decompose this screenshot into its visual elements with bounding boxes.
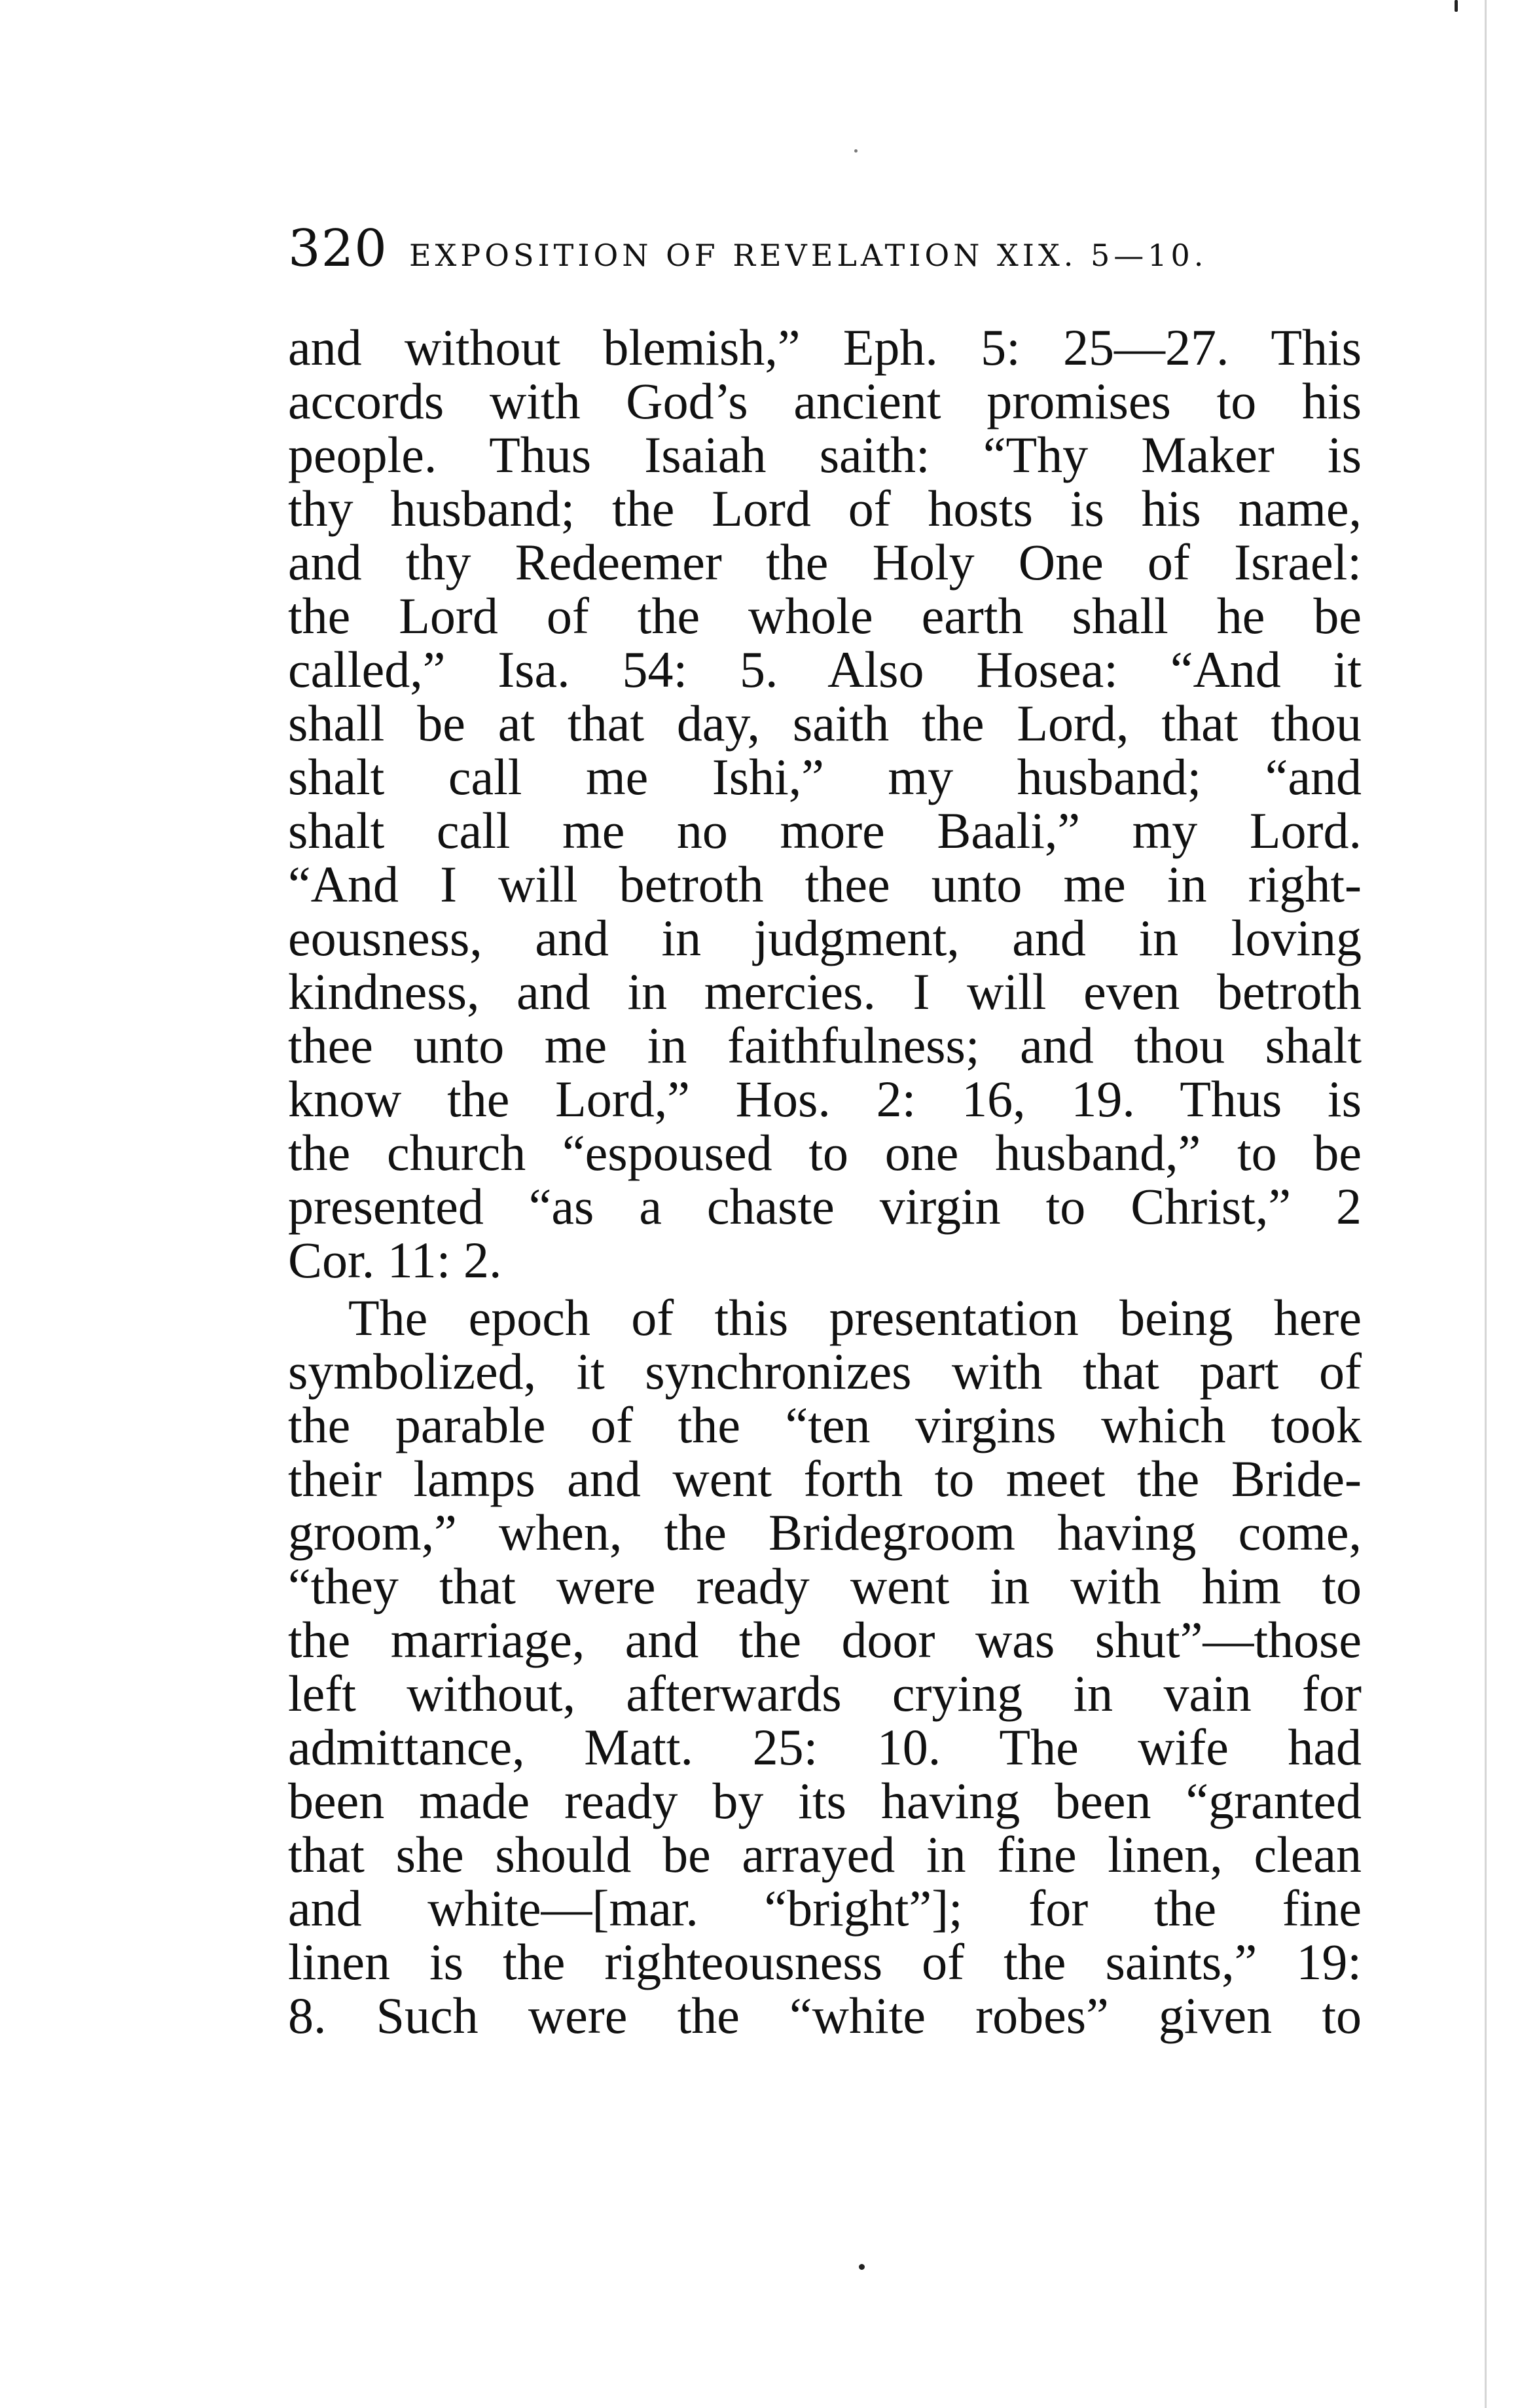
text-line: eousness, and in judgment, and in loving xyxy=(288,909,1362,966)
text-line: “And I will betroth thee unto me in right- xyxy=(288,856,1362,913)
paragraph-1 xyxy=(288,321,1362,1287)
ink-speck xyxy=(859,2264,865,2270)
text-line: shall be at that day, saith the Lord, that thou xyxy=(288,695,1362,752)
text-line: “they that were ready went in with him to xyxy=(288,1558,1362,1614)
running-title: EXPOSITION OF REVELATION XIX. 5—10. xyxy=(408,238,1208,273)
body-text xyxy=(288,321,1362,2043)
text-line: The epoch of this presentation being here xyxy=(348,1289,1362,1346)
text-line: the marriage, and the door was shut”—those xyxy=(288,1611,1362,1668)
text-line: and white—[mar. “bright”]; for the fine xyxy=(288,1880,1362,1937)
text-line: 8. Such were the “white robes” given to xyxy=(288,1987,1362,2044)
text-line: admittance, Matt. 25: 10. The wife had xyxy=(288,1719,1362,1776)
text-line: linen is the righteousness of the saints,” 19: xyxy=(288,1933,1362,1990)
text-line: their lamps and went forth to meet the Bride- xyxy=(288,1450,1362,1507)
text-line: been made ready by its having been “granted xyxy=(288,1772,1362,1829)
text-line: the church “espoused to one husband,” to be xyxy=(288,1124,1362,1181)
ink-speck xyxy=(854,149,858,153)
text-line: the parable of the “ten virgins which took xyxy=(288,1396,1362,1453)
gutter-rule xyxy=(1485,0,1487,2408)
text-line: thee unto me in faithfulness; and thou shalt xyxy=(288,1017,1362,1074)
text-line: know the Lord,” Hos. 2: 16, 19. Thus is xyxy=(288,1070,1362,1127)
text-line: left without, afterwards crying in vain for xyxy=(288,1665,1362,1722)
ink-speck xyxy=(1455,0,1458,12)
text-line: kindness, and in mercies. I will even betroth xyxy=(288,963,1362,1020)
text-line: groom,” when, the Bridegroom having come, xyxy=(288,1504,1362,1561)
text-line: called,” Isa. 54: 5. Also Hosea: “And it xyxy=(288,641,1362,698)
text-line: presented “as a chaste virgin to Christ,” 2 xyxy=(288,1178,1362,1235)
text-line: the Lord of the whole earth shall he be xyxy=(288,587,1362,644)
page-header xyxy=(288,219,1362,291)
text-line: and without blemish,” Eph. 5: 25—27. This xyxy=(288,319,1362,376)
text-line: accords with God’s ancient promises to his xyxy=(288,373,1362,429)
text-line: shalt call me no more Baali,” my Lord. xyxy=(288,802,1362,859)
text-line: thy husband; the Lord of hosts is his name, xyxy=(288,480,1362,537)
page-number: 320 xyxy=(288,219,388,278)
text-line: that she should be arrayed in fine linen, clean xyxy=(288,1826,1362,1883)
text-line: shalt call me Ishi,” my husband; “and xyxy=(288,748,1362,805)
text-line: Cor. 11: 2. xyxy=(288,1231,502,1288)
text-line: and thy Redeemer the Holy One of Israel: xyxy=(288,534,1362,591)
text-line: people. Thus Isaiah saith: “Thy Maker is xyxy=(288,426,1362,483)
text-line: symbolized, it synchronizes with that part of xyxy=(288,1343,1362,1400)
paragraph-2 xyxy=(288,1291,1362,2043)
